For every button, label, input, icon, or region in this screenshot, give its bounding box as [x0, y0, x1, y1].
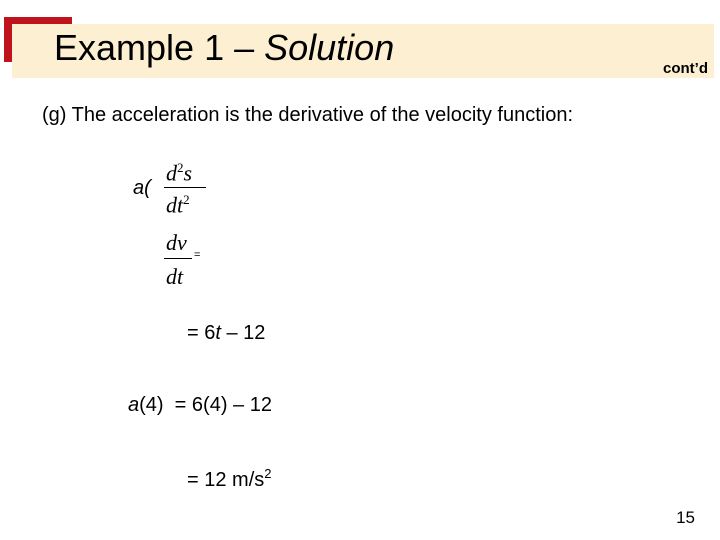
slide-title: [54, 27, 395, 68]
page-number: 15: [676, 508, 695, 527]
continued-label: cont’d: [663, 60, 708, 77]
slide-title-italic: Solution: [264, 27, 395, 68]
intro-text: (g) The acceleration is the derivative of the velocity function:: [42, 104, 574, 126]
fraction1-numerator: [166, 160, 192, 186]
fraction1-den-exp: 2: [183, 192, 190, 207]
small-equals-sign: =: [194, 249, 201, 261]
slide-title-main: Example 1 –: [54, 27, 265, 68]
fraction2-denominator: dt: [166, 264, 184, 289]
equation-line-1-suffix: – 12: [220, 322, 266, 344]
equation-line-1-var: t: [215, 322, 221, 344]
acceleration-label-text: a(: [133, 177, 151, 199]
fraction2-bar: [164, 258, 192, 259]
fraction2-numerator: dv: [166, 230, 187, 255]
acceleration-label: [133, 177, 151, 200]
equation-line-2-fn: a: [128, 394, 140, 416]
equation-line-3-exp: 2: [264, 466, 272, 481]
equation-line-2: [128, 394, 272, 417]
equation-line-1: [187, 322, 265, 345]
fraction1-den-base: dt: [166, 192, 184, 218]
fraction1-num-var: s: [183, 160, 193, 186]
equation-line-3: [187, 466, 272, 492]
fraction1-denominator: [166, 192, 190, 218]
equation-line-3-value: = 12 m/s: [187, 469, 265, 491]
equation-line-2-rest: (4) = 6(4) – 12: [139, 394, 272, 416]
fraction1-bar: [164, 187, 206, 188]
fraction1-num-base: d: [166, 160, 177, 186]
equation-line-1-prefix: = 6: [187, 322, 216, 344]
fraction1-num-exp: 2: [177, 160, 184, 175]
